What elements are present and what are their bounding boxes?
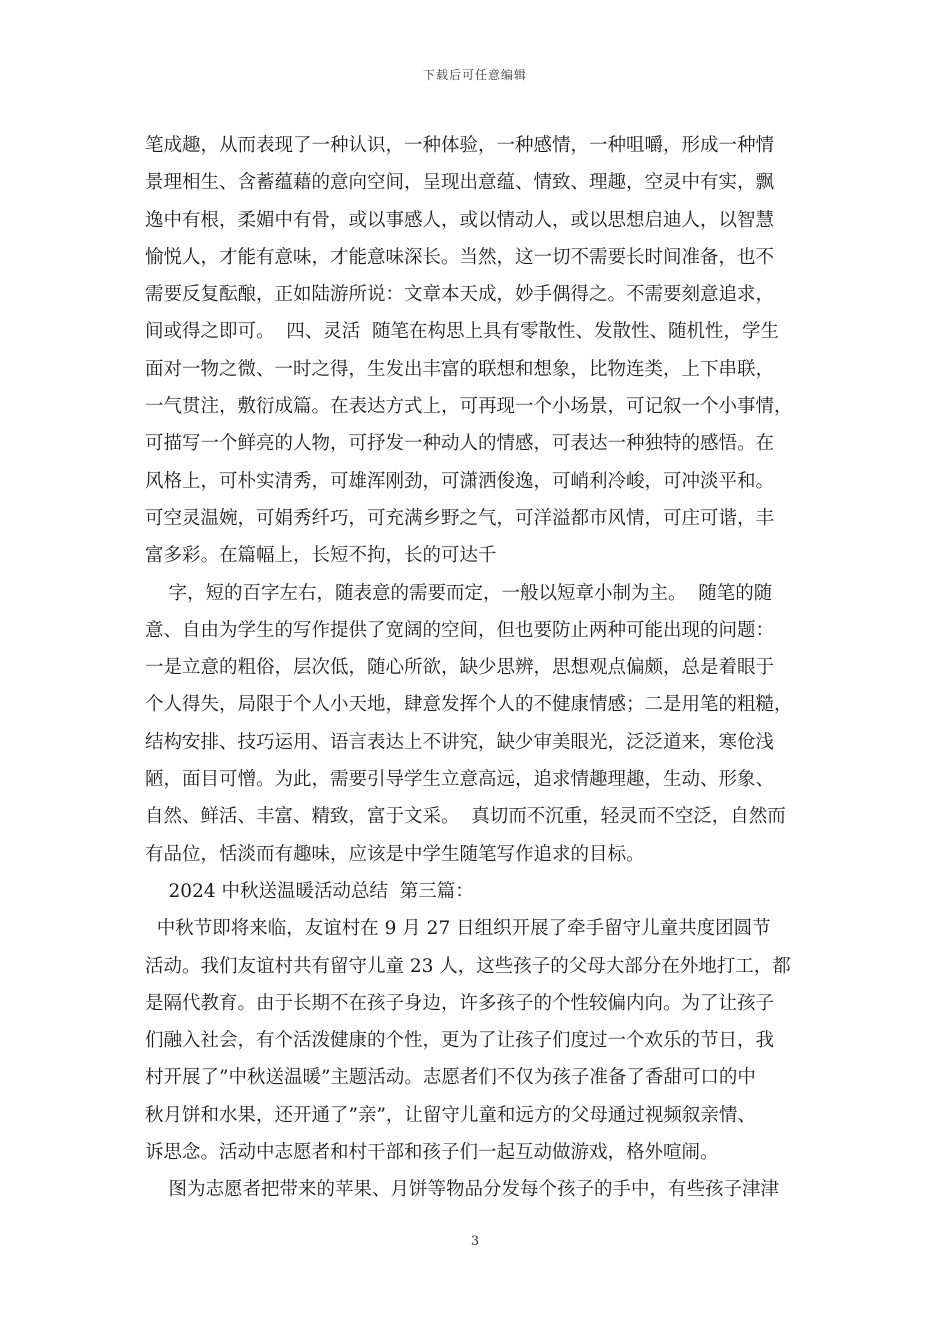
page-header: 下载后可任意编辑: [422, 68, 527, 82]
text-line: 一是立意的粗俗，层次低，随心所欲，缺少思辨，思想观点偏颇，总是着眼于: [145, 657, 775, 679]
text-line: 意、自由为学生的写作提供了宽阔的空间，但也要防止两种可能出现的问题：: [145, 619, 775, 641]
text-line: 们融入社会，有个活泼健康的个性，更为了让孩子们度过一个欢乐的节日，我: [145, 1030, 775, 1052]
text-line: 陋，面目可憎。为此，需要引导学生立意高远，追求情趣理趣，生动、形象、: [145, 769, 775, 791]
text-line: 2024 中秋送温暖活动总结 第三篇：: [145, 880, 474, 902]
text-line: 秋月饼和水果，还开通了”亲”，让留守儿童和远方的父母通过视频叙亲情、: [145, 1104, 756, 1126]
text-line: 逸中有根，柔媚中有骨，或以事感人，或以情动人，或以思想启迪人，以智慧: [145, 209, 775, 231]
text-line: 个人得失，局限于个人小天地，肆意发挥个人的不健康情感；二是用笔的粗糙，: [145, 694, 793, 716]
text-line: 中秋节即将来临，友谊村在 9 月 27 日组织开展了牵手留守儿童共度团圆节: [145, 918, 771, 940]
text-line: 结构安排、技巧运用、语言表达上不讲究，缺少审美眼光，泛泛道来，寒伧浅: [145, 731, 775, 753]
text-line: 需要反复酝酿，正如陆游所说：文章本天成，妙手偶得之。不需要刻意追求，: [145, 284, 775, 306]
text-line: 间或得之即可。 四、灵活 随笔在构思上具有零散性、发散性、随机性，学生: [145, 321, 780, 343]
text-line: 村开展了”中秋送温暖”主题活动。志愿者们不仅为孩子准备了香甜可口的中: [145, 1067, 756, 1089]
text-line: 字，短的百字左右，随表意的需要而定，一般以短章小制为主。 随笔的随: [145, 582, 773, 604]
text-line: 诉思念。活动中志愿者和村干部和孩子们一起互动做游戏，格外喧闹。: [145, 1142, 719, 1164]
text-line: 一气贯注，敷衍成篇。在表达方式上，可再现一个小场景，可记叙一个小事情，: [145, 396, 793, 418]
text-line: 有品位，恬淡而有趣味，应该是中学生随笔写作追求的目标。: [145, 843, 645, 865]
text-line: 景理相生、含蓄蕴藉的意向空间，呈现出意蕴、情致、理趣，空灵中有实，飘: [145, 172, 775, 194]
text-line: 笔成趣，从而表现了一种认识，一种体验，一种感情，一种咀嚼，形成一种情: [145, 135, 775, 156]
text-line: 是隔代教育。由于长期不在孩子身边，许多孩子的个性较偏内向。为了让孩子: [145, 992, 775, 1014]
text-line: 图为志愿者把带来的苹果、月饼等物品分发每个孩子的手中，有些孩子津津: [145, 1179, 780, 1201]
text-line: 可空灵温婉，可娟秀纤巧，可充满乡野之气，可洋溢都市风情，可庄可谐，丰: [145, 507, 775, 529]
text-line: 活动。我们友谊村共有留守儿童 23 人，这些孩子的父母大部分在外地打工，都: [145, 955, 791, 977]
text-line: 面对一物之微、一时之得，生发出丰富的联想和想象，比物连类，上下串联，: [145, 358, 775, 380]
text-line: 可描写一个鲜亮的人物，可抒发一种动人的情感，可表达一种独特的感悟。在: [145, 433, 775, 455]
text-line: 愉悦人，才能有意味，才能意味深长。当然，这一切不需要长时间准备，也不: [145, 246, 775, 268]
page-number: 3: [470, 1234, 480, 1249]
text-line: 风格上，可朴实清秀，可雄浑刚劲，可潇洒俊逸，可峭利冷峻，可冲淡平和。: [145, 470, 775, 492]
text-line: 富多彩。在篇幅上，长短不拘，长的可达千: [145, 545, 497, 567]
text-line: 自然、鲜活、丰富、精致，富于文采。 真切而不沉重，轻灵而不空泛，自然而: [145, 806, 786, 828]
body-text: [145, 127, 825, 1209]
